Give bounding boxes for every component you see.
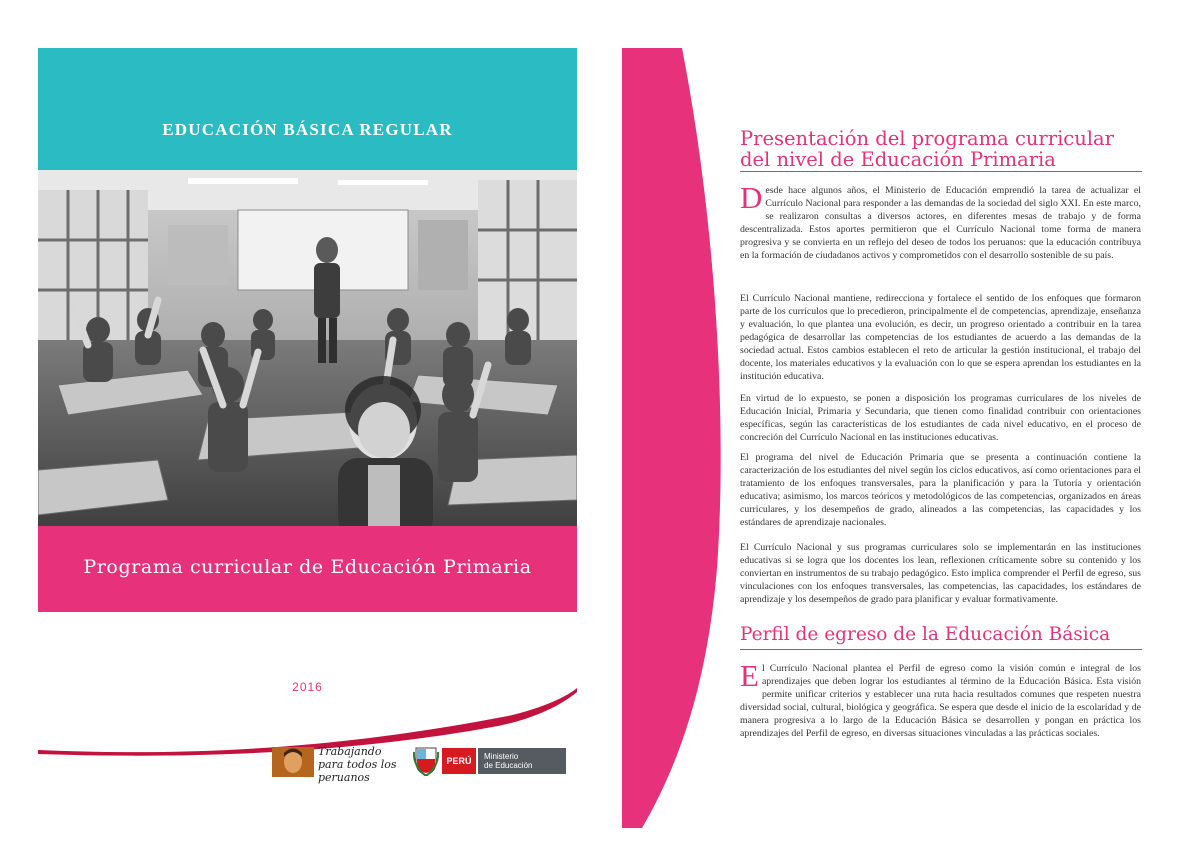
presentation-heading: Presentación del programa curricular del nivel de Educación Primaria [740,127,1114,171]
cover-header-band [38,48,577,170]
cover-page [38,48,577,808]
peru-brand-label: PERÚ [442,748,476,774]
perfil-heading: Perfil de egreso de la Educación Básica [740,624,1111,645]
paragraph-5: El Currículo Nacional y sus programas curriculares solo se implementarán en las instituciones educativas si se logra que los docentes los lean, reflexionen críticamente sobre su contenido y los conviertan en instrumentos de su trabajo pedagógico. Esto implica comprender el Perfil de egreso, sus vinculaciones con los enfoques transversales, las competencias, las capacidades, los estándares de aprendizaje y los desempeños de grado para planificar y evaluar formativamente. [740,542,1141,605]
perfil-heading-underline [740,649,1142,650]
paragraph-3: En virtud de lo expuesto, se ponen a disposición los programas curriculares de los niveles de Educación Inicial, Primaria y Secundaria, que tienen como finalidad contribuir con orientaciones específicas, según las características de los estudiantes de cada nivel educativo, en el proceso de concreción del Currículo Nacional en las instituciones educativas. [740,393,1141,443]
paragraph-2: El Currículo Nacional mantiene, redirecciona y fortalece el sentido de los enfoques que formaron parte de los currículos que lo precedieron, principalmente el de competencias, aprendizaje, enseñanza y evaluación, lo que plantea una evolución, es decir, un progreso orientado a contribuir en la tarea pedagógica de desarrollar las competencias de los estudiantes de acuerdo a las demandas de la sociedad actual. Estos cambios establecen el reto de articular la gestión institucional, el trabajo del docente, los materiales educativos y la evaluación con lo que se espera aprendan los estudiantes en la institución educativa. [740,293,1141,382]
paragraph-4: El programa del nivel de Educación Primaria que se presenta a continuación contiene la caracterización de los estudiantes del nivel según los ciclos educativos, así como orientaciones para el tratamiento de los enfoques transversales, para la planificación y para la Tutoría y orientación educativa; asimismo, los marcos teóricos y metodológicos de las competencias, organizados en áreas curriculares, y los desempeños de grado, alineados a las competencias, las capacidades y los estándares de aprendizaje nacionales. [740,452,1141,528]
ministry-label-line2: de Educación [484,761,533,770]
presentation-page [622,48,1182,828]
heading-underline [740,171,1142,172]
program-title-band [38,526,577,612]
publication-year: 2016 [292,680,323,694]
program-title: Programa curricular de Educación Primaria [83,556,532,578]
perfil-drop-cap: E [740,658,759,693]
paragraph-1: Desde hace algunos años, el Ministerio de Educación emprendió la tarea de actualizar el Currículo Nacional para responder a las demandas de la sociedad del siglo XXI. En este marco, se realizaron consultas a diversos actores, en diferentes mesas de trabajo y de forma descentralizada. Estos aportes permitieron que el Currículo Nacional tome forma de manera progresiva y se convierta en un reflejo del deseo de todos los peruanos: que la educación contribuya en la formación de ciudadanos activos y comprometidos con el desarrollo sostenible de su país. [740,180,1141,261]
peru-coat-of-arms-icon [413,746,439,776]
perfil-paragraph: El Currículo Nacional plantea el Perfil de egreso como la visión común e integral de los aprendizajes que deben lograr los estudiantes al término de la Educación Básica. Esta visión permite unificar criterios y establecer una ruta hacia resultados comunes que respeten nuestra diversidad social, cultural, biológica y geográfica. Se espera que desde el inicio de la escolaridad y de manera progresiva a lo largo de la Educación Básica se desarrollen y pongan en práctica los aprendizajes del Perfil de egreso, en diversas situaciones vinculadas a las prácticas sociales. [740,658,1141,739]
drop-cap: D [740,180,763,215]
ministry-label-line1: Ministerio [484,752,519,761]
footer-logos [272,743,572,784]
classroom-photo-illustration [38,170,577,538]
slogan-signature: Trabajando para todos los peruanos [318,745,397,784]
child-photo-logo-icon [272,747,314,777]
ministry-label [478,748,566,774]
education-level-title: EDUCACIÓN BÁSICA REGULAR [162,120,453,139]
classroom-photo [38,170,577,538]
